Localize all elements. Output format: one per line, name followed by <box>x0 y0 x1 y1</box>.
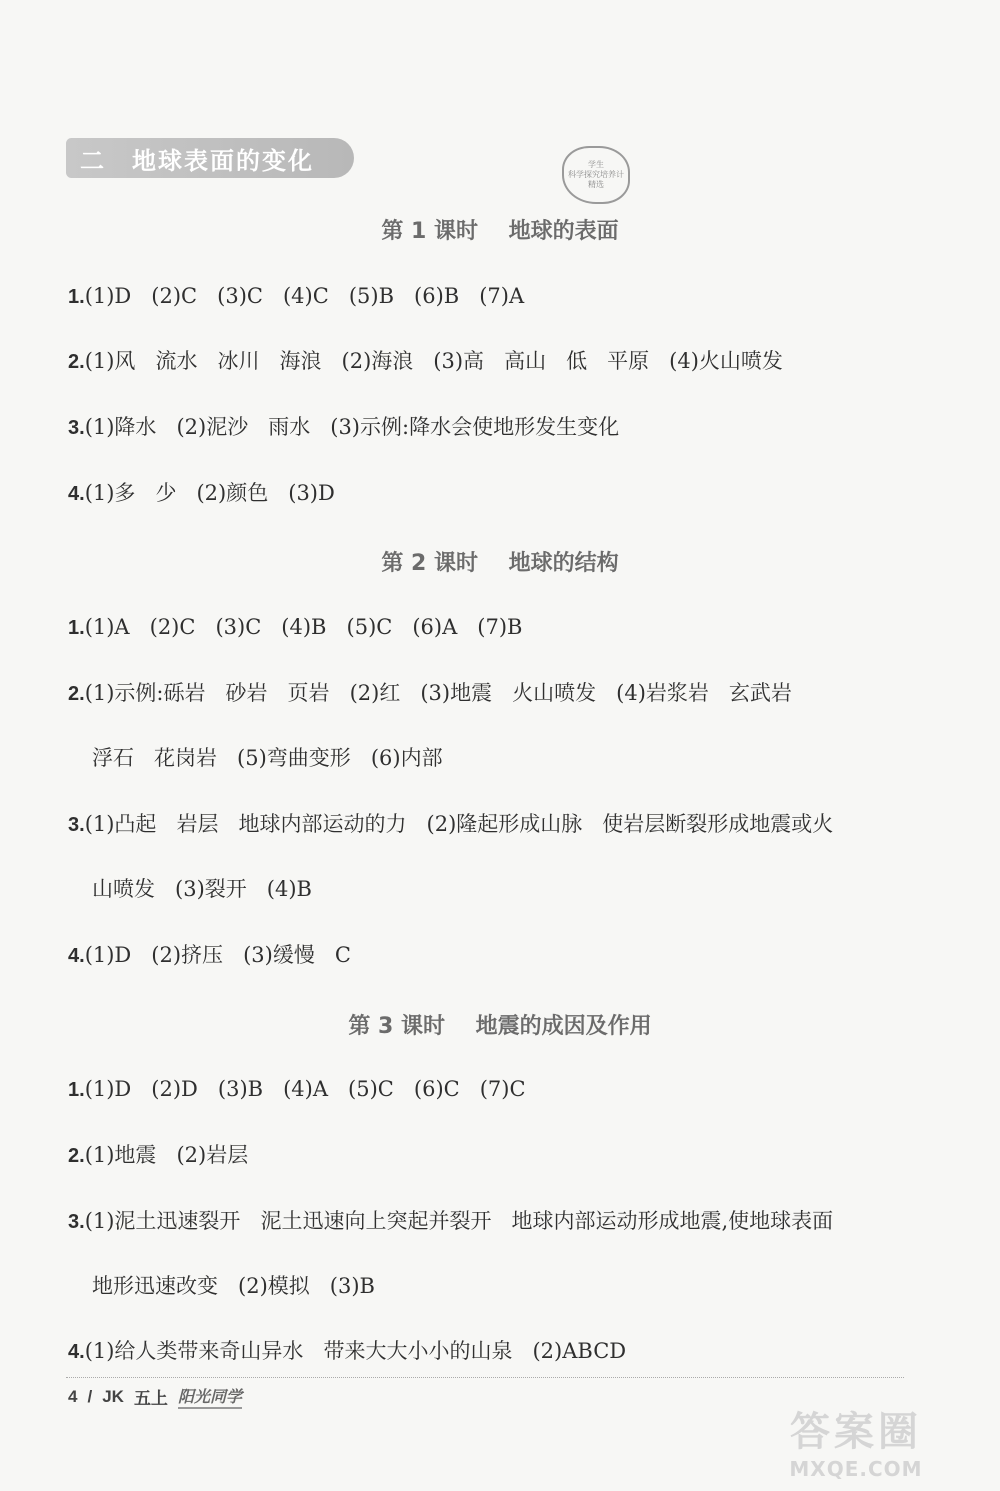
stamp-line: 学生 <box>588 160 604 169</box>
unit-title: 地球表面的变化 <box>132 146 314 175</box>
footer-separator: / <box>87 1386 93 1406</box>
question-number: 2. <box>68 351 85 373</box>
question-number: 1. <box>68 286 85 308</box>
question-number: 2. <box>68 683 85 705</box>
answer-line <box>68 1141 940 1170</box>
series-code: JK <box>102 1386 124 1406</box>
answer-text: (1)D (2)D (3)B (4)A (5)C (6)C (7)C <box>84 1077 526 1101</box>
lesson-title: 第 3 课时 地震的成因及作用 <box>348 1014 652 1039</box>
watermark-url: MXQE.COM <box>789 1457 923 1481</box>
answer-text: (1)A (2)C (3)C (4)B (5)C (6)A (7)B <box>84 615 523 639</box>
answer-text: (1)降水 (2)泥沙 雨水 (3)示例:降水会使地形发生变化 <box>84 415 620 439</box>
answer-line-continued: 山喷发 (3)裂开 (4)B <box>92 877 312 901</box>
question-number: 3. <box>68 814 85 836</box>
answer-text: (1)D (2)C (3)C (4)C (5)B (6)B (7)A <box>84 284 525 308</box>
answer-line <box>68 347 940 376</box>
answer-line-continued: 地形迅速改变 (2)模拟 (3)B <box>92 1274 375 1298</box>
answer-text: (1)泥土迅速裂开 泥土迅速向上突起并裂开 地球内部运动形成地震,使地球表面 <box>84 1209 834 1233</box>
lesson-title: 第 1 课时 地球的表面 <box>381 219 619 244</box>
stamp-seal <box>562 146 630 204</box>
answer-text: (1)凸起 岩层 地球内部运动的力 (2)隆起形成山脉 使岩层断裂形成地震或火 <box>84 812 834 836</box>
grade-label: 五上 <box>133 1389 168 1408</box>
answer-line <box>68 613 940 642</box>
brand-logo: 阳光同学 <box>178 1384 242 1409</box>
answer-line <box>68 413 940 442</box>
question-number: 1. <box>68 1079 85 1101</box>
page-number: 4 <box>68 1386 78 1406</box>
answer-line <box>68 1075 940 1104</box>
answer-text: (1)D (2)挤压 (3)缓慢 C <box>84 943 351 967</box>
question-number: 4. <box>68 483 85 505</box>
answer-line <box>68 941 940 970</box>
unit-number: 二 <box>80 146 106 175</box>
answer-line <box>68 679 940 708</box>
stamp-line: 科学探究培养计 <box>568 170 624 179</box>
answer-line <box>68 1207 940 1236</box>
footer-divider <box>66 1377 904 1378</box>
question-number: 3. <box>68 417 85 439</box>
page-footer <box>68 1384 242 1409</box>
answer-text: (1)多 少 (2)颜色 (3)D <box>84 481 335 505</box>
question-number: 4. <box>68 945 85 967</box>
question-number: 2. <box>68 1145 85 1167</box>
site-watermark <box>736 1400 976 1486</box>
unit-banner <box>66 138 354 178</box>
question-number: 4. <box>68 1341 85 1363</box>
answer-text: (1)给人类带来奇山异水 带来大大小小的山泉 (2)ABCD <box>84 1339 627 1363</box>
answer-line <box>68 479 940 508</box>
answer-text: (1)示例:砾岩 砂岩 页岩 (2)红 (3)地震 火山喷发 (4)岩浆岩 玄武岩 <box>84 681 792 705</box>
answer-line <box>68 1337 940 1366</box>
answer-text: (1)地震 (2)岩层 <box>84 1143 249 1167</box>
question-number: 1. <box>68 617 85 639</box>
answer-line-continued: 浮石 花岗岩 (5)弯曲变形 (6)内部 <box>92 746 443 770</box>
stamp-line: 精选 <box>588 180 604 189</box>
answer-line <box>68 810 940 839</box>
question-number: 3. <box>68 1211 85 1233</box>
answer-text: (1)风 流水 冰川 海浪 (2)海浪 (3)高 高山 低 平原 (4)火山喷发 <box>84 349 783 373</box>
answer-line <box>68 282 940 311</box>
lesson-title: 第 2 课时 地球的结构 <box>381 551 619 576</box>
watermark-logo: 答案圈 <box>790 1409 922 1455</box>
